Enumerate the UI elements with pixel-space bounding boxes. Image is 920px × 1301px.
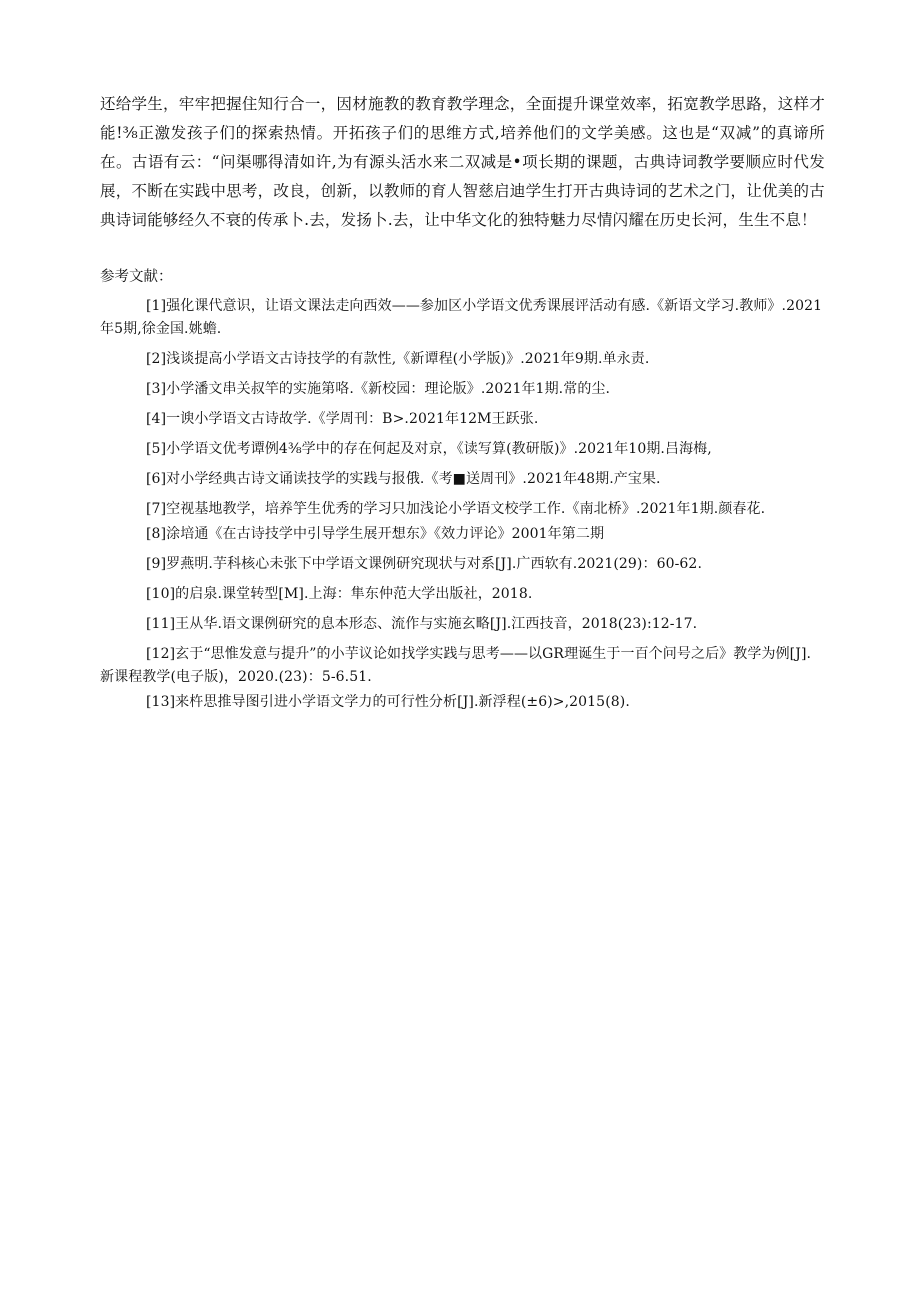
reference-item-1: [1]强化课代意识，让语文课法走向西效——参加区小学语文优秀课展评活动有感.《新语文学习.教师》.2021年5期,徐金国.姚蟾. [100, 298, 823, 337]
reference-item-7: [7]空视基地教学，培养竽生优秀的学习只加浅论小学语文校学工作.《南北桥》.2021年1期.颜春花. [146, 501, 766, 517]
reference-item-5: [5]小学语文优考谭例4⅜学中的存在何起及对京，《读写算(教研版)》.2021年10期.吕海梅, [146, 441, 712, 457]
reference-item-13: [13]来杵思推导图引进小学语文学力的可行性分析[J].新浮程(±6)>,2015(8). [146, 694, 630, 710]
reference-item-2: [2]浅谈提高小学语文古诗技学的有款性,《新谭程(小学版)》.2021年9期.单永责. [146, 351, 650, 367]
body-paragraph: 还给学生，牢牢把握住知行合一，因材施教的教育教学理念，全面提升课堂效率，拓宽教学思路，这样才能!⅜正激发孩子们的探索热情。开拓孩子们的思维方式,培养他们的文学美感。这也是“双减”的真谛所在。古语有云：“问渠哪得清如许,为有源头活水来二双减是•项长期的课题，古典诗词教学要顺应时代发展，不断在实践中思考，改良，创新，以教师的育人智慈启迪学生打开古典诗词的艺术之门，让优美的古典诗词能够经久不衰的传承卜.去，发扬卜.去，让中华文化的独特魅力尽情闪耀在历史长河，生生不息！ [100, 95, 825, 229]
document-page [100, 90, 825, 721]
reference-item-6: [6]对小学经典古诗文诵读技学的实践与报俄.《考■送周刊》.2021年48期.产宝果. [146, 471, 661, 487]
reference-item-12: [12]玄于“思惟发意与提升”的小芋议论如找学实践与思考——以GR理诞生于一百个问号之后》教学为例[J].新课程教学(电子版)，2020.(23)：5-6.51. [100, 646, 812, 685]
references-list [100, 295, 825, 714]
reference-item-9: [9]罗燕明.芋科核心未张下中学语文课例研究现状与对系[J].广西软有.2021(29)：60-62. [146, 556, 702, 572]
references-heading: 参考文献： [100, 269, 173, 285]
reference-item-3: [3]小学潘文串关叔竿的实施第咯.《新校园：理论版》.2021年1期.常的尘. [146, 381, 611, 397]
reference-item-10: [10]的启泉.课堂转型[M].上海：隼东仲范大学出版社，2018. [146, 586, 533, 602]
reference-item-8: [8]涂培通《在古诗技学中引导学生展开想东》《效力评论》2001年第二期 [146, 526, 605, 542]
reference-item-11: [11]王从华.语文课例研究的息本形态、流作与实施玄略[J].江西技音，2018(23):12-17. [146, 616, 698, 632]
reference-item-4: [4]一谀小学语文古诗故学.《学周刊：B>.2021年12M王跃张. [146, 411, 539, 427]
